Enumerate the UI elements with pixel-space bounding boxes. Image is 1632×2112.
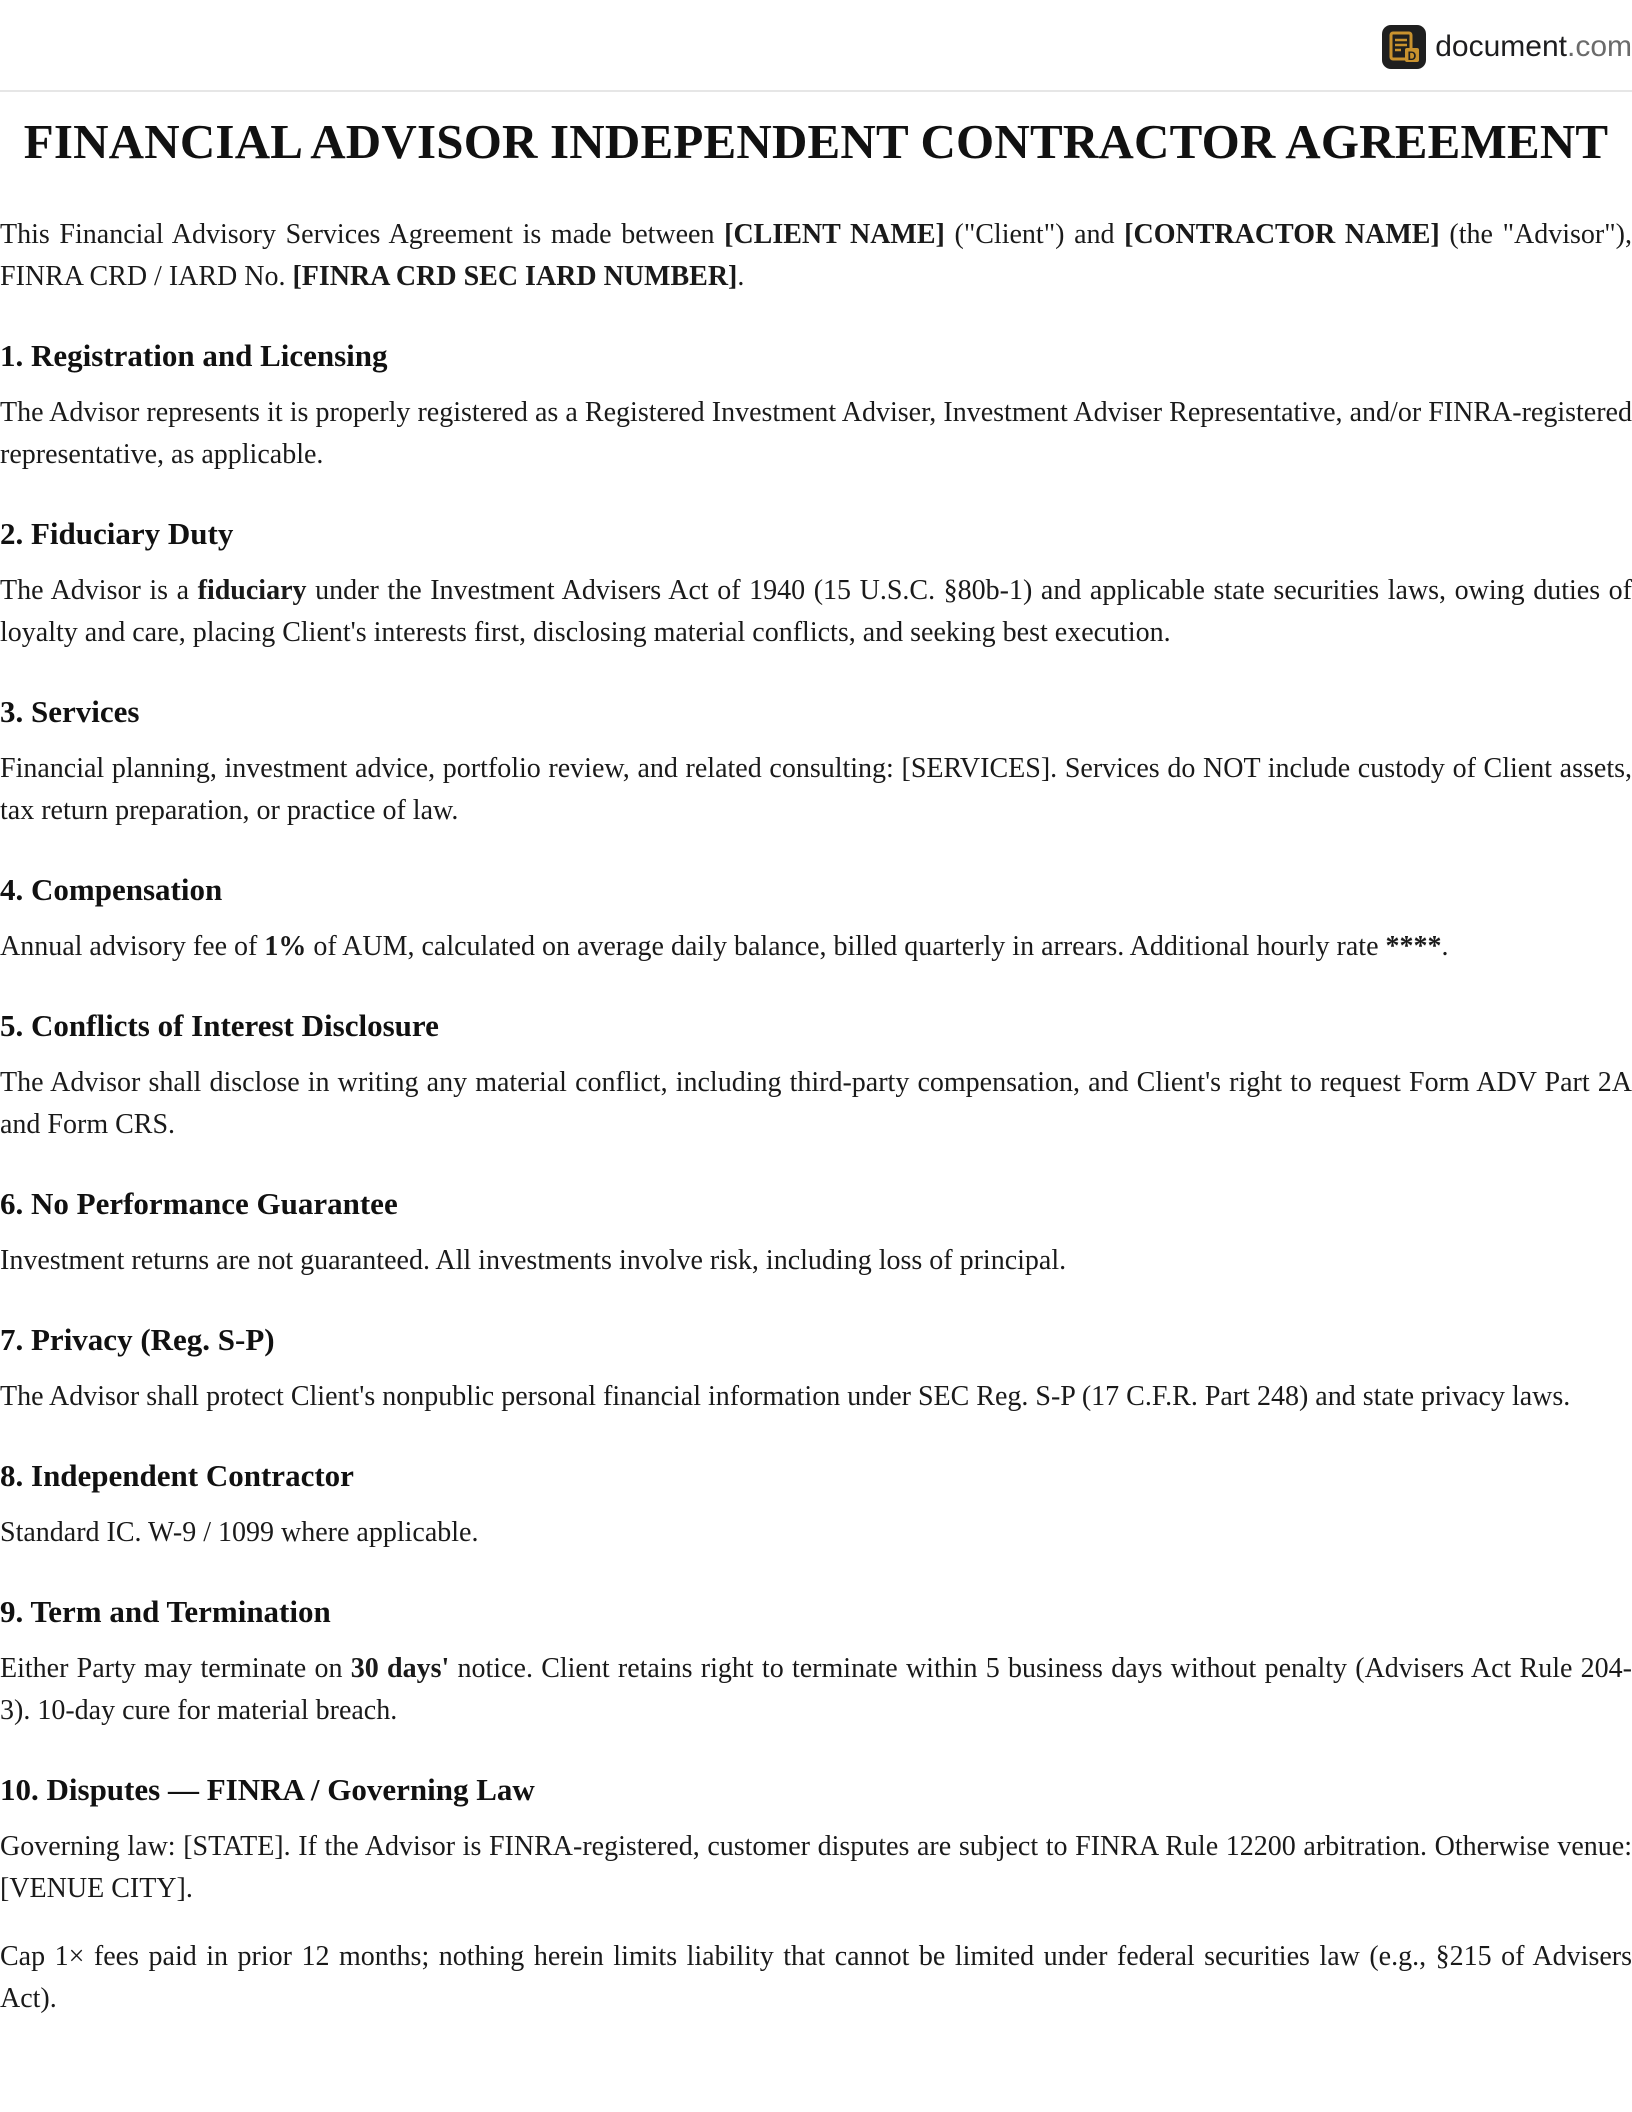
term-text-2: notice. Client retains right to terminate within 5 business days without penalty (Advisers Act Rule 204-3). 10-day cure for material breach.: [0, 1653, 1632, 1726]
section-body-fiduciary: [0, 570, 1632, 654]
brand-name-main: document: [1435, 30, 1567, 63]
document-title: FINANCIAL ADVISOR INDEPENDENT CONTRACTOR AGREEMENT: [23, 114, 1609, 169]
svg-text:D: D: [1407, 49, 1417, 63]
section-heading-fiduciary: 2. Fiduciary Duty: [0, 516, 234, 551]
brand-name: [1435, 30, 1632, 64]
fiduciary-text-2: under the Investment Advisers Act of 1940 (15 U.S.C. §80b-1) and applicable state securities laws, owing duties of loyalty and care, placing Client's interests first, disclosing material conflicts, and seeking best execution.: [0, 575, 1632, 648]
hourly-rate-placeholder: ****: [1385, 931, 1442, 962]
section-heading-privacy: 7. Privacy (Reg. S-P): [0, 1322, 275, 1357]
section-body-compensation: [0, 926, 1632, 968]
section-body-independent-contractor: Standard IC. W-9 / 1099 where applicable.: [0, 1517, 479, 1548]
section-heading-registration: 1. Registration and Licensing: [0, 338, 388, 373]
document-logo-icon: [1382, 25, 1426, 69]
crd-number-placeholder: [FINRA CRD SEC IARD NUMBER]: [292, 261, 738, 292]
section-heading-disputes: 10. Disputes — FINRA / Governing Law: [0, 1772, 535, 1807]
section-heading-independent-contractor: 8. Independent Contractor: [0, 1458, 354, 1493]
fee-percent: 1%: [264, 931, 307, 962]
section-body-privacy: The Advisor shall protect Client's nonpublic personal financial information under SEC Reg. S-P (17 C.F.R. Part 248) and state privacy laws.: [0, 1381, 1571, 1412]
client-name-placeholder: [CLIENT NAME]: [724, 219, 945, 250]
section-heading-term: 9. Term and Termination: [0, 1594, 331, 1629]
header-bar: [0, 0, 1632, 92]
section-body-performance: Investment returns are not guaranteed. All investments involve risk, including loss of principal.: [0, 1245, 1067, 1276]
section-body-services: Financial planning, investment advice, portfolio review, and related consulting: [SERVICES]. Services do NOT include custody of Client assets, tax return preparation, or practice of law.: [0, 753, 1632, 826]
fiduciary-term: fiduciary: [197, 575, 307, 606]
section-heading-performance: 6. No Performance Guarantee: [0, 1186, 398, 1221]
intro-text-1: This Financial Advisory Services Agreement is made between: [0, 219, 725, 250]
brand-link[interactable]: [1382, 24, 1632, 70]
section-heading-services: 3. Services: [0, 694, 140, 729]
section-body-term: [0, 1648, 1632, 1732]
compensation-text-3: .: [1441, 931, 1449, 962]
compensation-text-2: of AUM, calculated on average daily balance, billed quarterly in arrears. Additional hourly rate: [306, 931, 1386, 962]
intro-text-2: ("Client") and: [944, 219, 1125, 250]
document-body: [0, 100, 1632, 2020]
term-text-1: Either Party may terminate on: [0, 1653, 351, 1684]
section-body-disputes: Governing law: [STATE]. If the Advisor is FINRA-registered, customer disputes are subject to FINRA Rule 12200 arbitration. Otherwise venue: [VENUE CITY].: [0, 1831, 1632, 1904]
notice-period: 30 days': [350, 1653, 450, 1684]
section-body-registration: The Advisor represents it is properly registered as a Registered Investment Adviser, Investment Adviser Representative, and/or FINRA-registered representative, as applicable.: [0, 397, 1632, 470]
brand-name-tld: .com: [1566, 30, 1632, 63]
contractor-name-placeholder: [CONTRACTOR NAME]: [1124, 219, 1440, 250]
fiduciary-text-1: The Advisor is a: [0, 575, 198, 606]
intro-text-4: .: [737, 261, 745, 292]
section-heading-compensation: 4. Compensation: [0, 872, 223, 907]
compensation-text-1: Annual advisory fee of: [0, 931, 265, 962]
intro-paragraph: [0, 214, 1632, 298]
section-body-conflicts: The Advisor shall disclose in writing any material conflict, including third-party compensation, and Client's right to request Form ADV Part 2A and Form CRS.: [0, 1067, 1632, 1140]
intro-text-3: (the "Advisor"), FINRA CRD / IARD No.: [0, 219, 1632, 292]
section-heading-conflicts: 5. Conflicts of Interest Disclosure: [0, 1008, 439, 1043]
section-body-liability-cap: Cap 1× fees paid in prior 12 months; nothing herein limits liability that cannot be limited under federal securities law (e.g., §215 of Advisers Act).: [0, 1941, 1632, 2014]
